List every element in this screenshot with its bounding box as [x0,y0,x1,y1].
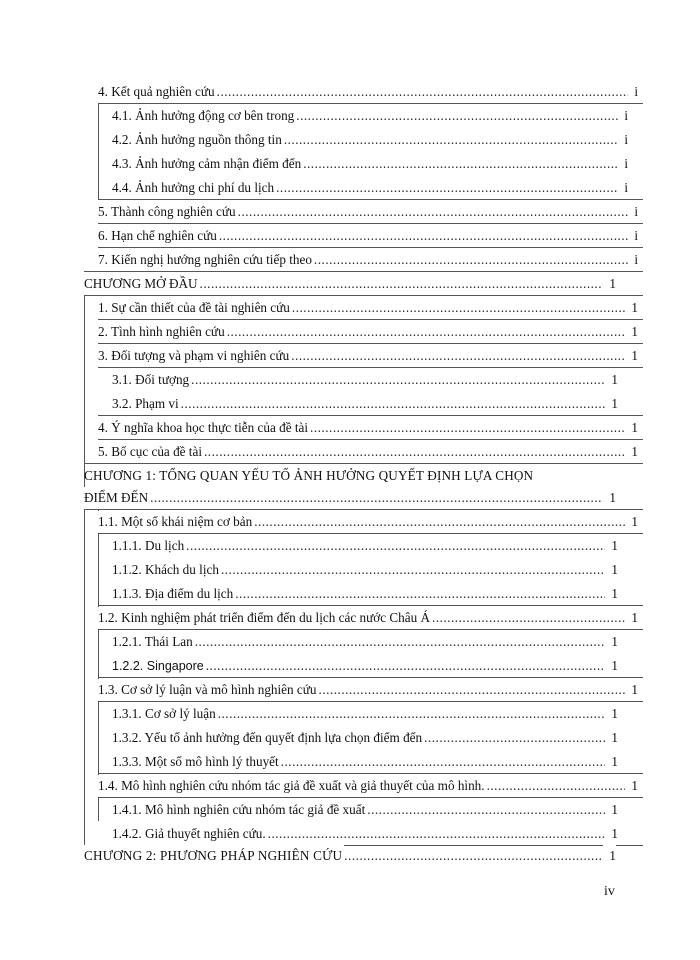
toc-divider [98,629,643,630]
toc-entry-title: 4.1. Ảnh hưởng động cơ bên trong [112,105,296,127]
toc-entry[interactable] [112,583,618,605]
toc-divider [98,773,643,774]
toc-entry-page: i [628,201,638,223]
toc-entry-page: 1 [625,345,638,367]
toc-entry-page: 1 [625,441,638,463]
toc-divider [98,367,643,368]
toc-divider [84,295,85,865]
toc-entry[interactable] [98,249,638,271]
toc-leader [254,511,625,533]
toc-leader [204,441,625,463]
toc-leader [235,583,605,605]
toc-entry-page: 1 [605,631,618,653]
toc-divider [84,509,643,510]
toc-leader [367,799,605,821]
toc-leader [281,751,606,773]
toc-entry-title-continued: ĐIỂM ĐẾN [84,487,150,509]
toc-divider [98,199,643,200]
toc-leader [310,417,625,439]
toc-entry-title: 1.1. Một số khái niệm cơ bản [98,511,254,533]
toc-leader [219,225,628,247]
toc-leader [181,393,606,415]
toc-leader [186,535,605,557]
toc-entry-page: 1 [605,703,618,725]
toc-entry-title: 4.4. Ảnh hưởng chi phí du lịch [112,177,276,199]
toc-entry[interactable] [98,321,638,343]
toc-leader [424,727,605,749]
toc-entry-title: 1.3.2. Yếu tố ảnh hưởng đến quyết định lựa chọn điểm đến [112,727,424,749]
toc-entry-page: i [628,225,638,247]
toc-leader [319,679,626,701]
toc-entry-title: 7. Kiến nghị hướng nghiên cứu tiếp theo [98,249,314,271]
toc-entry[interactable] [98,81,638,103]
toc-entry-title: 3.1. Đối tượng [112,369,191,391]
toc-divider [98,319,643,320]
toc-entry-page: i [618,129,628,151]
toc-leader [268,823,606,845]
toc-leader [150,487,603,509]
toc-entry-title: 1.1.1. Du lịch [112,535,186,557]
toc-entry-page: i [618,105,628,127]
toc-entry[interactable] [112,129,628,151]
toc-chapter-entry[interactable] [84,465,616,509]
toc-entry[interactable] [112,105,628,127]
toc-entry-title: 1.3. Cơ sở lý luận và mô hình nghiên cứu [98,679,319,701]
toc-entry[interactable] [98,511,638,533]
toc-entry[interactable] [98,417,638,439]
toc-entry-title: 4. Kết quả nghiên cứu [98,81,217,103]
toc-leader [344,845,603,867]
toc-leader [314,249,628,271]
toc-entry[interactable] [112,655,618,677]
toc-leader [221,559,605,581]
toc-divider [98,103,643,104]
toc-entry-page: 1 [605,727,618,749]
toc-entry[interactable] [98,679,638,701]
toc-leader [200,273,604,295]
toc-chapter-entry[interactable] [84,273,616,295]
toc-entry-title: CHƯƠNG 1: TỔNG QUAN YẾU TỐ ẢNH HƯỞNG QUYẾT ĐỊNH LỰA CHỌN [84,468,534,483]
toc-divider [98,797,643,798]
toc-divider [84,271,643,272]
toc-leader [487,775,626,797]
toc-entry[interactable] [112,393,618,415]
toc-entry-title: 1.2. Kinh nghiệm phát triển điểm đến du lịch các nước Châu Á [98,607,432,629]
toc-entry-page: 1 [605,823,618,845]
toc-entry[interactable] [112,153,628,175]
toc-entry[interactable] [112,559,618,581]
toc-entry-page: 1 [605,369,618,391]
toc-entry-page: i [628,249,638,271]
toc-leader [284,129,619,151]
toc-leader [296,105,618,127]
toc-entry-page: 1 [605,583,618,605]
toc-entry-page: i [618,153,628,175]
toc-divider [98,415,643,416]
toc-entry[interactable] [98,607,638,629]
toc-entry-title: 1.4. Mô hình nghiên cứu nhóm tác giả đề xuất và giả thuyết của mô hình. [98,775,487,797]
toc-leader [292,297,626,319]
toc-entry[interactable] [112,703,618,725]
toc-entry-page: 1 [603,845,616,867]
toc-leader [432,607,625,629]
toc-entry-page: 1 [605,559,618,581]
toc-entry-page: 1 [605,655,618,677]
toc-entry-title: 1.2.1. Thái Lan [112,631,195,653]
toc-entry[interactable] [98,775,638,797]
toc-entry-title: 4.2. Ảnh hưởng nguồn thông tin [112,129,284,151]
toc-entry-page: 1 [603,487,616,509]
toc-entry[interactable] [112,631,618,653]
toc-leader [291,345,625,367]
toc-entry-title: 5. Thành công nghiên cứu [98,201,238,223]
toc-divider [98,343,643,344]
toc-entry-page: 1 [605,751,618,773]
toc-leader [206,655,606,677]
toc-entry-title: 1.4.1. Mô hình nghiên cứu nhóm tác giả đề xuất [112,799,367,821]
toc-entry-title: 6. Hạn chế nghiên cứu [98,225,219,247]
toc-entry-title: 3.2. Phạm vi [112,393,181,415]
toc-divider [98,701,643,702]
toc-entry-title: 1.4.2. Giả thuyết nghiên cứu. [112,823,268,845]
toc-divider [84,463,643,464]
toc-divider [98,103,99,199]
toc-entry[interactable] [112,799,618,821]
toc-entry-title: 1.1.3. Địa điểm du lịch [112,583,235,605]
toc-entry[interactable] [98,201,638,223]
toc-entry-title: 1.3.3. Một số mô hình lý thuyết [112,751,281,773]
toc-entry-page: 1 [605,393,618,415]
toc-entry-page: 1 [625,775,638,797]
toc-entry-page: 1 [625,321,638,343]
toc-leader [191,369,605,391]
toc-entry-title: 3. Đối tượng và phạm vi nghiên cứu [98,345,291,367]
toc-entry-title: CHƯƠNG MỞ ĐẦU [84,273,200,295]
toc-entry[interactable] [112,727,618,749]
toc-entry[interactable] [112,535,618,557]
toc-entry-page: 1 [603,273,616,295]
toc-divider [98,247,643,248]
toc-leader [227,321,626,343]
toc-entry-title: 2. Tình hình nghiên cứu [98,321,227,343]
toc-entry-title: 1.2.2. Singapore [112,655,206,677]
toc-leader [276,177,618,199]
toc-entry[interactable] [112,823,618,845]
toc-divider [84,295,643,296]
toc-entry[interactable] [98,225,638,247]
toc-entry-title: CHƯƠNG 2: PHƯƠNG PHÁP NGHIÊN CỨU [84,845,344,867]
toc-leader [217,81,629,103]
toc-entry-title: 4.3. Ảnh hưởng cảm nhận điểm đến [112,153,303,175]
toc-leader [303,153,618,175]
toc-entry-page: 1 [605,535,618,557]
toc-entry[interactable] [112,751,618,773]
toc-entry-title: 1. Sự cần thiết của đề tài nghiên cứu [98,297,292,319]
toc-entry-title: 5. Bố cục của đề tài [98,441,204,463]
toc-leader [218,703,606,725]
toc-entry-title: 1.3.1. Cơ sở lý luận [112,703,218,725]
toc-entry-page: 1 [625,297,638,319]
toc-entry-title: 1.1.2. Khách du lịch [112,559,221,581]
toc-divider [98,605,643,606]
toc-entry-page: 1 [625,607,638,629]
toc-entry-title: 4. Ý nghĩa khoa học thực tiễn của đề tài [98,417,310,439]
toc-divider [98,677,643,678]
toc-entry-page: 1 [625,417,638,439]
toc-entry-page: i [628,81,638,103]
toc-entry-page: 1 [605,799,618,821]
toc-divider [98,223,643,224]
toc-entry[interactable] [98,345,638,367]
toc-entry-page: 1 [625,679,638,701]
toc-entry[interactable] [98,441,638,463]
toc-entry[interactable] [112,177,628,199]
toc-leader [238,201,629,223]
page-number: iv [604,884,615,899]
toc-entry-page: 1 [625,511,638,533]
toc-chapter-entry[interactable] [84,845,616,867]
toc-entry[interactable] [112,369,618,391]
toc-leader [195,631,606,653]
toc-divider [98,533,643,534]
toc-divider [98,439,643,440]
toc-entry-page: i [618,177,628,199]
toc-entry[interactable] [98,297,638,319]
